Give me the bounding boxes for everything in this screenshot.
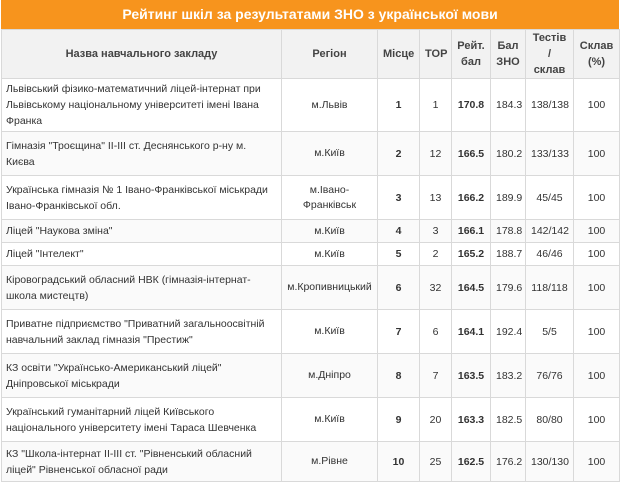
ranking-table [1, 29, 620, 482]
place-cell: 4 [378, 220, 420, 243]
table-row [2, 176, 620, 220]
header-top[interactable]: TOP [420, 30, 452, 79]
tests-cell: 76/76 [526, 354, 574, 398]
top-cell: 32 [420, 266, 452, 310]
rating-cell: 166.1 [452, 220, 491, 243]
rating-cell: 166.5 [452, 132, 491, 176]
header-zno[interactable]: Бал ЗНО [491, 30, 526, 79]
table-row [2, 266, 620, 310]
region-cell: м.Кропивницький [282, 266, 378, 310]
composition-cell: 100 [574, 266, 620, 310]
table-row [2, 243, 620, 266]
header-place[interactable]: Місце [378, 30, 420, 79]
place-cell: 6 [378, 266, 420, 310]
rating-cell: 164.5 [452, 266, 491, 310]
composition-cell: 100 [574, 398, 620, 442]
composition-cell: 100 [574, 132, 620, 176]
table-row [2, 220, 620, 243]
tests-cell: 142/142 [526, 220, 574, 243]
rating-cell: 164.1 [452, 310, 491, 354]
zno-score-cell: 192.4 [491, 310, 526, 354]
tests-cell: 5/5 [526, 310, 574, 354]
zno-score-cell: 183.2 [491, 354, 526, 398]
school-name: Ліцей "Інтелект" [2, 243, 282, 266]
composition-cell: 100 [574, 310, 620, 354]
ranking-table-widget [1, 0, 619, 482]
tests-cell: 118/118 [526, 266, 574, 310]
rating-cell: 166.2 [452, 176, 491, 220]
header-tests[interactable]: Тестів / склав [526, 30, 574, 79]
table-row [2, 398, 620, 442]
place-cell: 3 [378, 176, 420, 220]
header-row [2, 30, 620, 79]
school-name: Львівський фізико-математичний ліцей-інтернат при Львівському національному університеті імені Івана Франка [2, 79, 282, 132]
region-cell: м.Київ [282, 220, 378, 243]
place-cell: 10 [378, 442, 420, 482]
rating-cell: 165.2 [452, 243, 491, 266]
place-cell: 9 [378, 398, 420, 442]
school-name: Ліцей "Наукова зміна" [2, 220, 282, 243]
top-cell: 2 [420, 243, 452, 266]
header-region[interactable]: Регіон [282, 30, 378, 79]
region-cell: м.Івано-Франківськ [282, 176, 378, 220]
region-cell: м.Київ [282, 132, 378, 176]
composition-cell: 100 [574, 442, 620, 482]
school-name: Приватне підприємство "Приватний загальноосвітній навчальний заклад гімназія "Престиж" [2, 310, 282, 354]
region-cell: м.Київ [282, 310, 378, 354]
region-cell: м.Київ [282, 398, 378, 442]
tests-cell: 45/45 [526, 176, 574, 220]
zno-score-cell: 178.8 [491, 220, 526, 243]
school-name: Гімназія "Троєщина" ІІ-ІІІ ст. Деснянського р-ну м. Києва [2, 132, 282, 176]
composition-cell: 100 [574, 243, 620, 266]
rating-cell: 170.8 [452, 79, 491, 132]
top-cell: 1 [420, 79, 452, 132]
rating-cell: 162.5 [452, 442, 491, 482]
header-name[interactable]: Назва навчального закладу [2, 30, 282, 79]
place-cell: 7 [378, 310, 420, 354]
region-cell: м.Київ [282, 243, 378, 266]
table-row [2, 354, 620, 398]
tests-cell: 46/46 [526, 243, 574, 266]
top-cell: 25 [420, 442, 452, 482]
place-cell: 2 [378, 132, 420, 176]
top-cell: 7 [420, 354, 452, 398]
school-name: КЗ "Школа-інтернат ІІ-ІІІ ст. "Рівненський обласний ліцей" Рівненської обласної ради [2, 442, 282, 482]
tests-cell: 80/80 [526, 398, 574, 442]
table-row [2, 132, 620, 176]
zno-score-cell: 189.9 [491, 176, 526, 220]
header-composition[interactable]: Склав (%) [574, 30, 620, 79]
zno-score-cell: 182.5 [491, 398, 526, 442]
composition-cell: 100 [574, 176, 620, 220]
tests-cell: 138/138 [526, 79, 574, 132]
zno-score-cell: 180.2 [491, 132, 526, 176]
top-cell: 3 [420, 220, 452, 243]
region-cell: м.Львів [282, 79, 378, 132]
school-name: Український гуманітарний ліцей Київського національного університету імені Тараса Шевченка [2, 398, 282, 442]
zno-score-cell: 188.7 [491, 243, 526, 266]
top-cell: 20 [420, 398, 452, 442]
tests-cell: 133/133 [526, 132, 574, 176]
place-cell: 8 [378, 354, 420, 398]
table-row [2, 310, 620, 354]
table-row [2, 79, 620, 132]
region-cell: м.Дніпро [282, 354, 378, 398]
table-row [2, 442, 620, 482]
rating-cell: 163.5 [452, 354, 491, 398]
composition-cell: 100 [574, 354, 620, 398]
header-rating[interactable]: Рейт. бал [452, 30, 491, 79]
rating-cell: 163.3 [452, 398, 491, 442]
school-name: КЗ освіти "Українсько-Американський ліцей" Дніпровської міськради [2, 354, 282, 398]
zno-score-cell: 184.3 [491, 79, 526, 132]
place-cell: 5 [378, 243, 420, 266]
top-cell: 12 [420, 132, 452, 176]
composition-cell: 100 [574, 220, 620, 243]
school-name: Українська гімназія № 1 Івано-Франківської міськради Івано-Франківської обл. [2, 176, 282, 220]
composition-cell: 100 [574, 79, 620, 132]
top-cell: 13 [420, 176, 452, 220]
school-name: Кіровоградський обласний НВК (гімназія-інтернат-школа мистецтв) [2, 266, 282, 310]
top-cell: 6 [420, 310, 452, 354]
table-title: Рейтинг шкіл за результатами ЗНО з української мови [1, 0, 619, 29]
tests-cell: 130/130 [526, 442, 574, 482]
zno-score-cell: 179.6 [491, 266, 526, 310]
place-cell: 1 [378, 79, 420, 132]
region-cell: м.Рівне [282, 442, 378, 482]
zno-score-cell: 176.2 [491, 442, 526, 482]
